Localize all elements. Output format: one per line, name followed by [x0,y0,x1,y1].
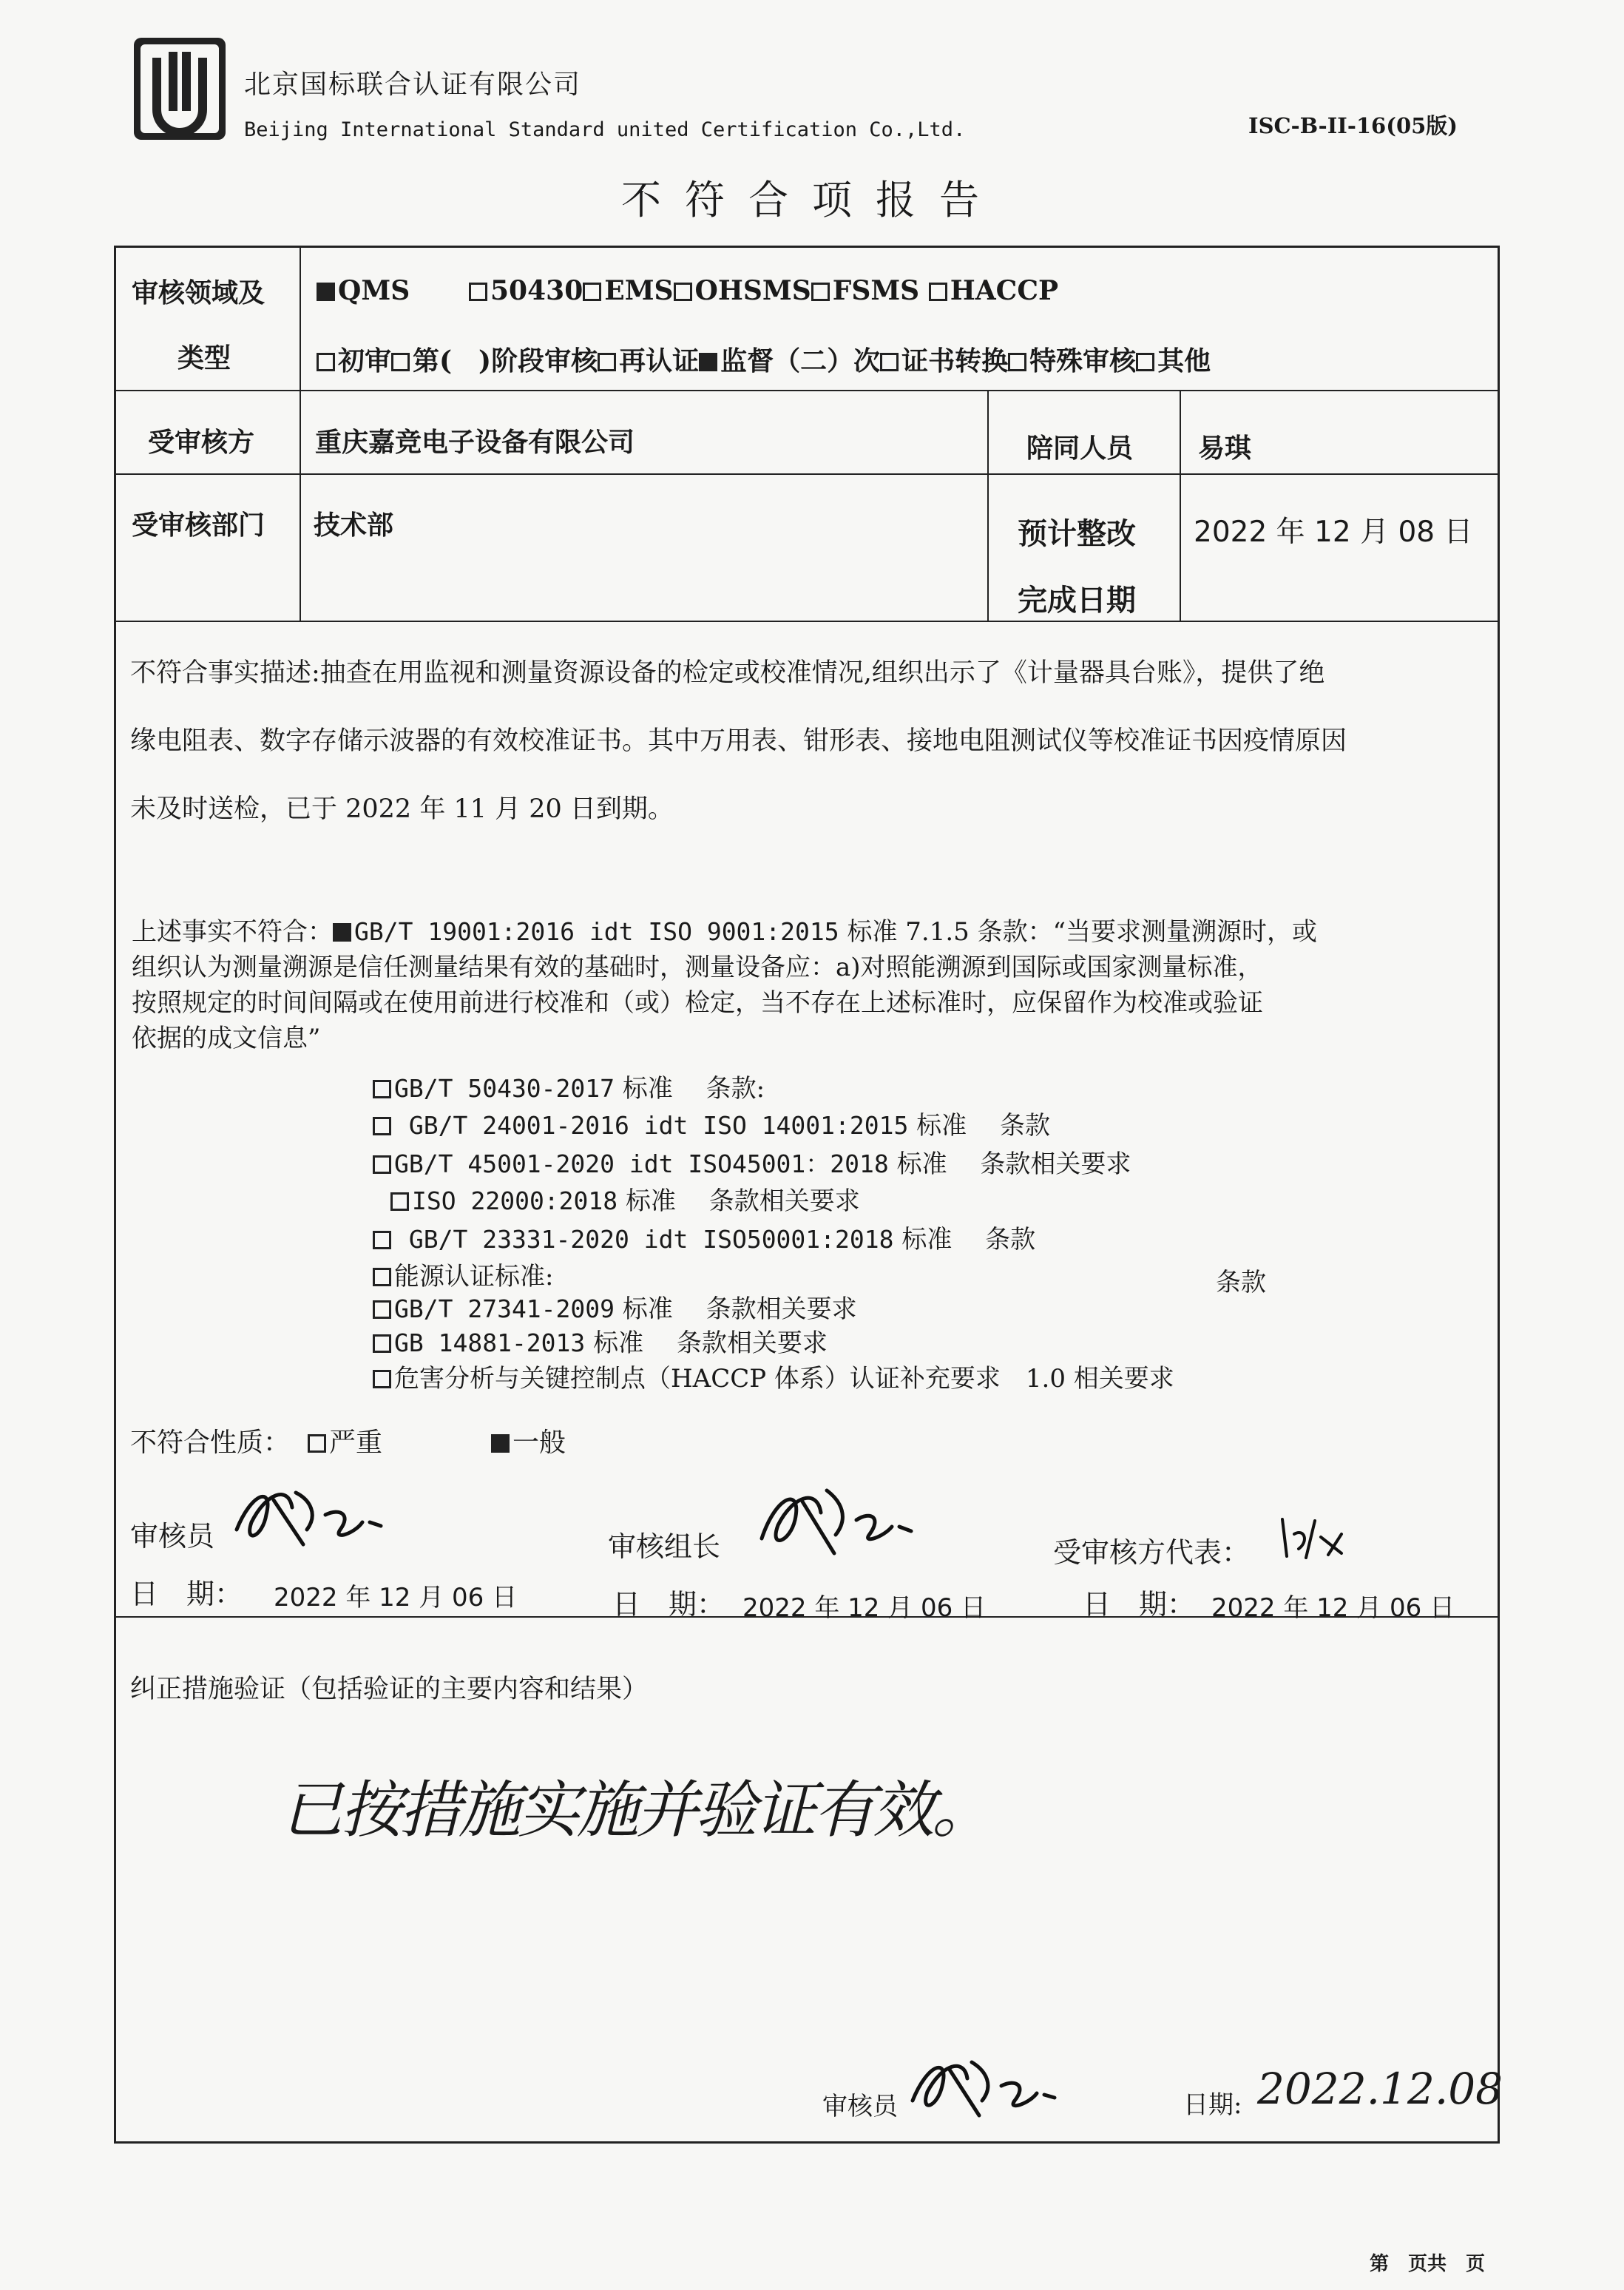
checkbox-icon [583,283,601,301]
companion-value: 易琪 [1198,433,1252,464]
checkbox-icon [929,283,947,301]
due-date-label-line2: 完成日期 [1018,583,1136,618]
standard-option[interactable]: GB/T 23331-2020 idt ISO50001:2018 标准 条款 [373,1219,1035,1255]
checkbox-icon [373,1370,391,1388]
col-divider [1180,390,1181,621]
checkbox-icon [373,1231,391,1249]
companion-label: 陪同人员 [1026,433,1134,464]
checked-box-icon [699,353,717,371]
audit-type-options[interactable]: 初审 第( )阶段审核 再认证 监督（二）次 证书转换 特殊审核 其他 [317,340,1211,378]
rep-date-label: 日 期： [1083,1588,1196,1621]
verification-date: 2022.12.08 [1257,2064,1503,2114]
checkbox-icon [469,283,487,301]
nature-general-option[interactable]: 一般 [491,1422,566,1459]
leader-label: 审核组长 [608,1530,721,1563]
nonconformity-description: 不符合事实描述:抽查在用监视和测量资源设备的检定或校准情况,组织出示了《计量器具台账》，提供了绝 缘电阻表、数字存储示波器的有效校准证书。其中万用表、钳形表、接地电阻测试仪等校准证书因疫情原因 未及时送检，已于 2022 年 11 月 20 日到期。 [130,658,1347,824]
document-code: ISC-B-II-16(05版) [1248,113,1458,138]
verification-auditor-signature [899,2041,1062,2123]
leader-date-label: 日 期： [612,1588,725,1621]
row-divider [116,621,1498,622]
checkbox-icon [308,1434,326,1453]
leader-signature [747,1472,924,1568]
system-options[interactable]: 50430 EMS OHSMS FSMS HACCP [469,275,1058,306]
nature-serious-option[interactable]: 严重 [308,1422,382,1459]
standard-option[interactable]: 能源认证标准: [373,1256,553,1292]
auditor-signature [222,1470,399,1559]
standard-option[interactable]: GB/T 27341-2009 标准 条款相关要求 [373,1288,857,1325]
auditee-label: 受审核方 [148,427,255,458]
checkbox-icon [373,1300,391,1319]
checkbox-icon [390,1192,409,1211]
checkbox-icon [391,353,410,371]
verification-handwritten: 已按措施实施并验证有效。 [281,1774,992,1846]
company-name-en: Beijing International Standard united Certification Co.,Ltd. [244,118,966,141]
company-logo [132,36,228,142]
nature-label: 不符合性质： [130,1428,291,1458]
scope-label-line1: 审核领域及 [132,277,265,308]
row-divider [116,473,1498,475]
checkbox-icon [598,353,616,371]
checkbox-icon [373,1334,391,1353]
page-number: 第 页共 页 [1370,2253,1486,2275]
checkbox-icon [811,283,830,301]
standard-option[interactable]: GB/T 45001-2020 idt ISO45001：2018 标准 条款相关要求 [373,1144,1131,1180]
representative-label: 受审核方代表： [1053,1536,1251,1569]
auditee-value: 重庆嘉竞电子设备有限公司 [315,427,635,458]
checked-box-icon [491,1434,510,1453]
page-title: 不符合项报告 [621,177,1003,223]
checkbox-icon [373,1155,391,1174]
standard-option[interactable]: GB 14881-2013 标准 条款相关要求 [373,1323,828,1359]
rep-date: 2022 年 12 月 06 日 [1211,1593,1455,1623]
standard-option[interactable]: ISO 22000:2018 标准 条款相关要求 [390,1181,860,1217]
row-divider [116,390,1498,391]
checkbox-icon [373,1117,391,1135]
checkbox-icon [1136,353,1154,371]
energy-clause-label: 条款 [1216,1268,1266,1297]
department-value: 技术部 [314,510,394,541]
checked-box-icon [317,283,335,301]
standard-option[interactable]: GB/T 50430-2017 标准 条款: [373,1068,765,1104]
verification-label: 纠正措施验证（包括验证的主要内容和结果） [130,1675,649,1704]
checkbox-icon [317,353,335,371]
department-label: 受审核部门 [132,510,265,541]
system-qms[interactable]: QMS [317,275,410,306]
col-divider [987,390,989,621]
auditor-label: 审核员 [130,1520,215,1553]
standard-option[interactable]: GB/T 24001-2016 idt ISO 14001:2015 标准 条款 [373,1105,1050,1141]
company-name-cn: 北京国标联合认证有限公司 [244,70,582,100]
verification-date-label: 日期: [1183,2090,1242,2120]
auditor-date-label: 日 期： [130,1578,243,1610]
nonconformity-clause: 上述事实不符合： GB/T 19001:2016 idt ISO 9001:2015 标准 7.1.5 条款：“当要求测量溯源时，或 组织认为测量溯源是信任测量结果有效的基础时，测量设备应：a)对照能溯源到国际或国家测量标准， 按照规定的时间间隔或在使用前进行校准和（或）检定，当不存在上述标准时，应保留作为校准或验证 依据的成文信息” [132,917,1317,1053]
checkbox-icon [373,1080,391,1098]
checkbox-icon [880,353,899,371]
verification-auditor-label: 审核员 [822,2092,898,2121]
due-date-label-line1: 预计整改 [1018,516,1136,551]
leader-date: 2022 年 12 月 06 日 [742,1593,987,1623]
due-date-value: 2022 年 12 月 08 日 [1194,516,1473,549]
checkbox-icon [373,1268,391,1286]
representative-signature [1276,1512,1358,1564]
checkbox-icon [674,283,692,301]
checkbox-icon [1008,353,1026,371]
auditor-date: 2022 年 12 月 06 日 [274,1583,518,1612]
scope-label-line2: 类型 [177,342,231,374]
col-divider [300,248,301,621]
checked-box-icon [333,923,351,942]
standard-option[interactable]: 危害分析与关键控制点（HACCP 体系）认证补充要求 1.0 相关要求 [373,1358,1174,1394]
